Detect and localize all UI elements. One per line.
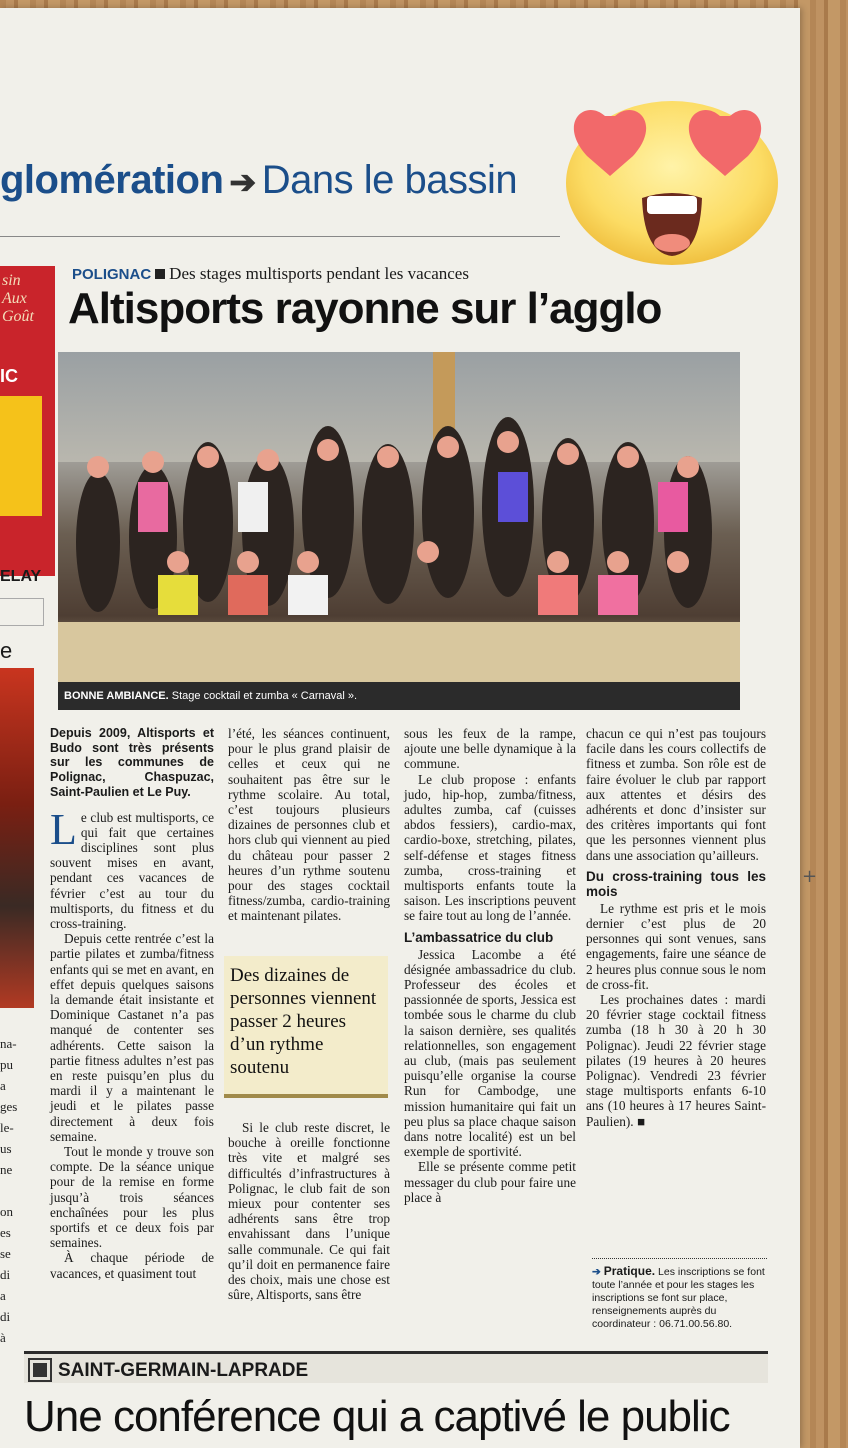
- left-fragment-line: le-: [0, 1120, 14, 1135]
- square-bullet-icon: [30, 1360, 50, 1380]
- practical-text: Les inscriptions se font toute l’année et pour les stages les inscriptions se font sur place, renseignements auprès du coordinateur : 06.71.00.56.80.: [592, 1266, 765, 1330]
- article-paragraph: Elle se présente comme petit messager du club pour faire une place à: [404, 1159, 576, 1205]
- heart-eyes-emoji-icon: [565, 88, 780, 268]
- left-fragment-line: es: [0, 1225, 11, 1240]
- article-deck: Des stages multisports pendant les vacances: [169, 264, 469, 283]
- article-paragraph: l’été, les séances continuent, pour le plus grand plaisir de celles et ceux qui ne souhaitent pas être sur le rythme scolaire. Au total, c’est toujours plusieurs dizaines de personnes club et hors club qui viennent au pied du château pour passer 2 heures d’un rythme soutenu pour des stages cocktail fitness/zumba, cardio-training et maintenant pilates.: [228, 726, 390, 924]
- plus-mark: +: [802, 866, 818, 887]
- article-headline: Altisports rayonne sur l’agglo: [68, 284, 662, 333]
- left-fragment-line: on: [0, 1204, 13, 1219]
- crowd-illustration: [58, 412, 740, 642]
- left-fragment-line: se: [0, 1246, 11, 1261]
- left-article-fragment: [0, 1033, 22, 1348]
- arrow-right-icon: ➔: [592, 1266, 601, 1278]
- section-name: glomération: [0, 158, 224, 202]
- ad-line: Goût: [2, 308, 34, 325]
- article-column-2: [228, 726, 390, 924]
- left-article-head: e: [0, 638, 13, 663]
- article-paragraph: Jessica Lacombe a été désignée ambassadrice du club. Professeur des écoles et passionnée de sports, Jessica est tombée sous le charme du club la saison dernière, ses qualités relationnelles, son engagement au club, (mais pas seulement puisqu’elle organise la course Run for Cambodge, une mission humanitaire qui fait un peu plus sa place chaque saison dans notre localité) est un bel exemple de sportivité.: [404, 946, 576, 1160]
- section-rule: [0, 236, 560, 237]
- article-paragraph: [50, 804, 214, 932]
- group-photo: [58, 352, 740, 682]
- section-subname: Dans le bassin: [261, 158, 518, 202]
- ad-yellow-block: [0, 396, 42, 516]
- article-paragraph: Depuis cette rentrée c’est la partie pilates et zumba/fitness enfants qui se met en avant, en effet depuis quelques saisons la demande était insistante et Dominique Castanet n’a pas manqué de contenter ses adhérents. Cette saison la partie fitness adultes n’est pas en reste puisqu’en plus du mardi il y a maintenant le jeudi et le pilates passe directement à deux fois semaine.: [50, 931, 214, 1144]
- sidebar-advert: [0, 266, 55, 576]
- article-column-4: [586, 726, 766, 1129]
- article-chapo: Depuis 2009, Altisports et Budo sont très présents sur les communes de Polignac, Chaspuzac, Saint-Paulien et Le Puy.: [50, 726, 214, 799]
- article-paragraph: Le rythme est pris et le mois dernier c’est plus de 20 personnes qui sont venues, sans engagements, faire une séance de 2 heures plus connue sous le nom de cross-fit.: [586, 900, 766, 992]
- ad-line: sin: [2, 272, 21, 289]
- next-article-headline: Une conférence qui a captivé le public: [24, 1392, 730, 1441]
- article-paragraph: Le club propose : enfants judo, hip-hop, zumba/fitness, adultes zumba, caf (cuisses abdos fessiers), cardio-max, cardio-boxe, stretching, pilates, self-défense et stages fitness zumba, cross-training et multisports enfants toute la saison. Les inscriptions peuvent se faire tout au long de l’année.: [404, 771, 576, 924]
- article-paragraph: chacun ce qui n’est pas toujours facile dans les cours collectifs de fitness et zumba. Son rôle est de faire évoluer le club par rapport aux attentes et désirs des adhérents et donc d’insister sur des critères importants qui font que les personnes viennent plus dans une association qu’ailleurs.: [586, 726, 766, 863]
- article-place: POLIGNAC: [72, 266, 152, 283]
- practical-info: [592, 1258, 767, 1331]
- section-arrow-icon: ➔: [229, 164, 256, 200]
- article-kicker: [72, 264, 469, 284]
- left-fragment-line: na-: [0, 1036, 17, 1051]
- caption-key: BONNE AMBIANCE.: [64, 690, 169, 702]
- article-column-2-bottom: [228, 1120, 390, 1302]
- subhead-cross-training: Du cross-training tous les mois: [586, 868, 766, 899]
- article-paragraph: À chaque période de vacances, et quasiment tout: [50, 1250, 214, 1281]
- left-fragment-line: [0, 1180, 22, 1201]
- left-fragment-line: di: [0, 1267, 11, 1282]
- article-paragraph: Les prochaines dates : mardi 20 février stage cocktail fitness zumba (18 h 30 à 20 h 30 Polignac). Jeudi 22 février stage pilates (19 heures à 20 heures Polignac). Vendredi 23 février stage multisports enfants 6-10 ans (10 heures à 17 heures Saint-Paulien). ■: [586, 992, 766, 1129]
- article-column-3: [404, 726, 576, 1205]
- left-fragment-line: us: [0, 1141, 12, 1156]
- article-paragraph: sous les feux de la rampe, ajoute une belle dynamique à la commune.: [404, 726, 576, 772]
- next-article-place: SAINT-GERMAIN-LAPRADE: [58, 1360, 309, 1381]
- pull-quote: Des dizaines de personnes viennent passer 2 heures d’un rythme soutenu: [224, 956, 388, 1098]
- article-paragraph: Tout le monde y trouve son compte. De la séance unique pour de la remise en forme jusqu’à trois séances enchaînées pour les plus sportifs et ce deux fois par semaines.: [50, 1143, 214, 1251]
- paragraph-text: e club est multisports, ce qui fait que certaines disciplines sont plus souvent mises en avant, pendant ces vacances de février c’est au tour du multisports, du fitness et du cross-training.: [50, 809, 214, 931]
- left-fragment-line: a: [0, 1288, 6, 1303]
- practical-label: Pratique.: [603, 1264, 656, 1278]
- left-fragment-line: ges: [0, 1099, 18, 1114]
- ad-line: Aux: [2, 290, 27, 307]
- left-fragment-line: a: [0, 1078, 6, 1093]
- ad-label: IC: [0, 366, 18, 386]
- left-fragment-line: ne: [0, 1162, 13, 1177]
- article-column-1: [50, 726, 214, 1281]
- photo-floor: [58, 622, 740, 682]
- subhead-ambassador: L’ambassatrice du club: [404, 929, 554, 945]
- left-frame: [0, 598, 44, 626]
- article-paragraph: Si le club reste discret, le bouche à oreille fonctionne très vite et malgré ses difficultés d’infrastructures à Polignac, le club fait de son mieux pour contenter ses adhérents sans être trop envahissant dans l’unique salle communale. Ce qui fait qu’il doit en permanence faire des choix, mais une chose est sûre, Altisports, sans être: [228, 1120, 390, 1303]
- caption-text: Stage cocktail et zumba « Carnaval ».: [171, 690, 358, 702]
- left-fragment-line: à: [0, 1330, 6, 1345]
- left-article-photo: [0, 668, 34, 1008]
- square-bullet-icon: [155, 269, 165, 279]
- left-fragment-line: pu: [0, 1057, 13, 1072]
- next-article-bar: [24, 1351, 768, 1383]
- left-fragment-line: di: [0, 1309, 11, 1324]
- photo-caption: [58, 682, 740, 710]
- ad-text: [2, 272, 34, 326]
- dropcap: L: [50, 804, 77, 854]
- section-header: [0, 158, 560, 228]
- ad-bottom-text: ELAY: [0, 568, 42, 585]
